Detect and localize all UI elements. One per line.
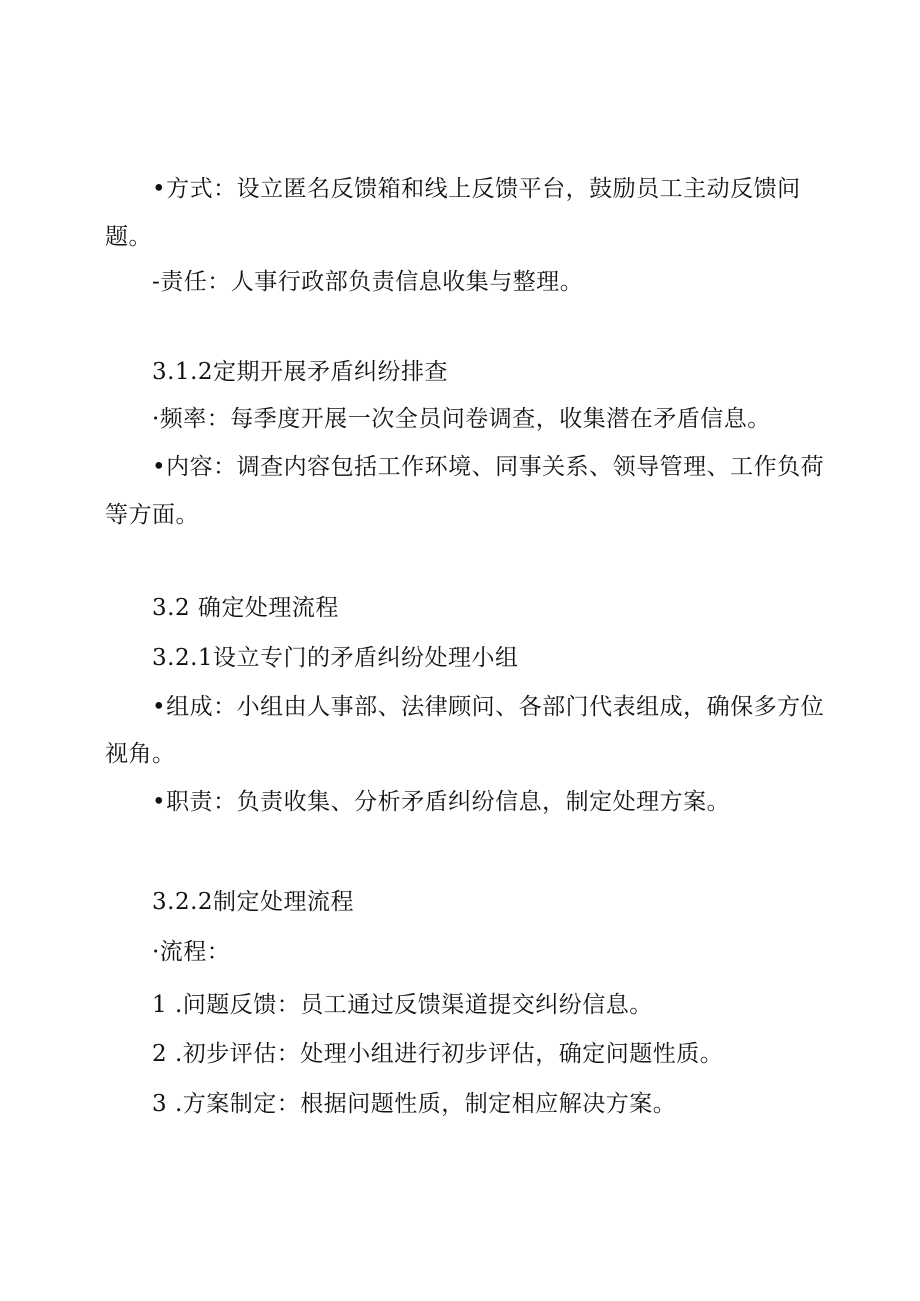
section-heading-3-2-1: 3.2.1设立专门的矛盾纠纷处理小组 (152, 645, 519, 671)
bullet-responsibility: -责任：人事行政部负责信息收集与整理。 (152, 269, 584, 295)
bullet-composition: •组成：小组由人事部、法律顾问、各部门代表组成，确保多方位 (152, 694, 825, 720)
section-heading-3-1-2: 3.1.2定期开展矛盾纠纷排查 (152, 359, 449, 385)
section-heading-3-2: 3.2 确定处理流程 (152, 595, 339, 621)
bullet-duties: •职责：负责收集、分析矛盾纠纷信息，制定处理方案。 (152, 789, 731, 815)
list-item-2: 2 .初步评估：处理小组进行初步评估，确定问题性质。 (152, 1041, 724, 1067)
bullet-frequency: ·频率：每季度开展一次全员问卷调查，收集潜在矛盾信息。 (152, 406, 771, 432)
bullet-composition-continued: 视角。 (105, 741, 176, 767)
bullet-content: •内容：调查内容包括工作环境、同事关系、领导管理、工作负荷 (152, 454, 825, 480)
bullet-method: •方式：设立匿名反馈箱和线上反馈平台，鼓励员工主动反馈问 (152, 176, 801, 202)
bullet-process: ·流程： (152, 939, 231, 965)
list-item-3: 3 .方案制定：根据问题性质，制定相应解决方案。 (152, 1091, 677, 1117)
list-item-1: 1 .问题反馈：员工通过反馈渠道提交纠纷信息。 (152, 992, 653, 1018)
section-heading-3-2-2: 3.2.2制定处理流程 (152, 889, 355, 915)
bullet-content-continued: 等方面。 (105, 502, 199, 528)
bullet-method-continued: 题。 (105, 224, 152, 250)
